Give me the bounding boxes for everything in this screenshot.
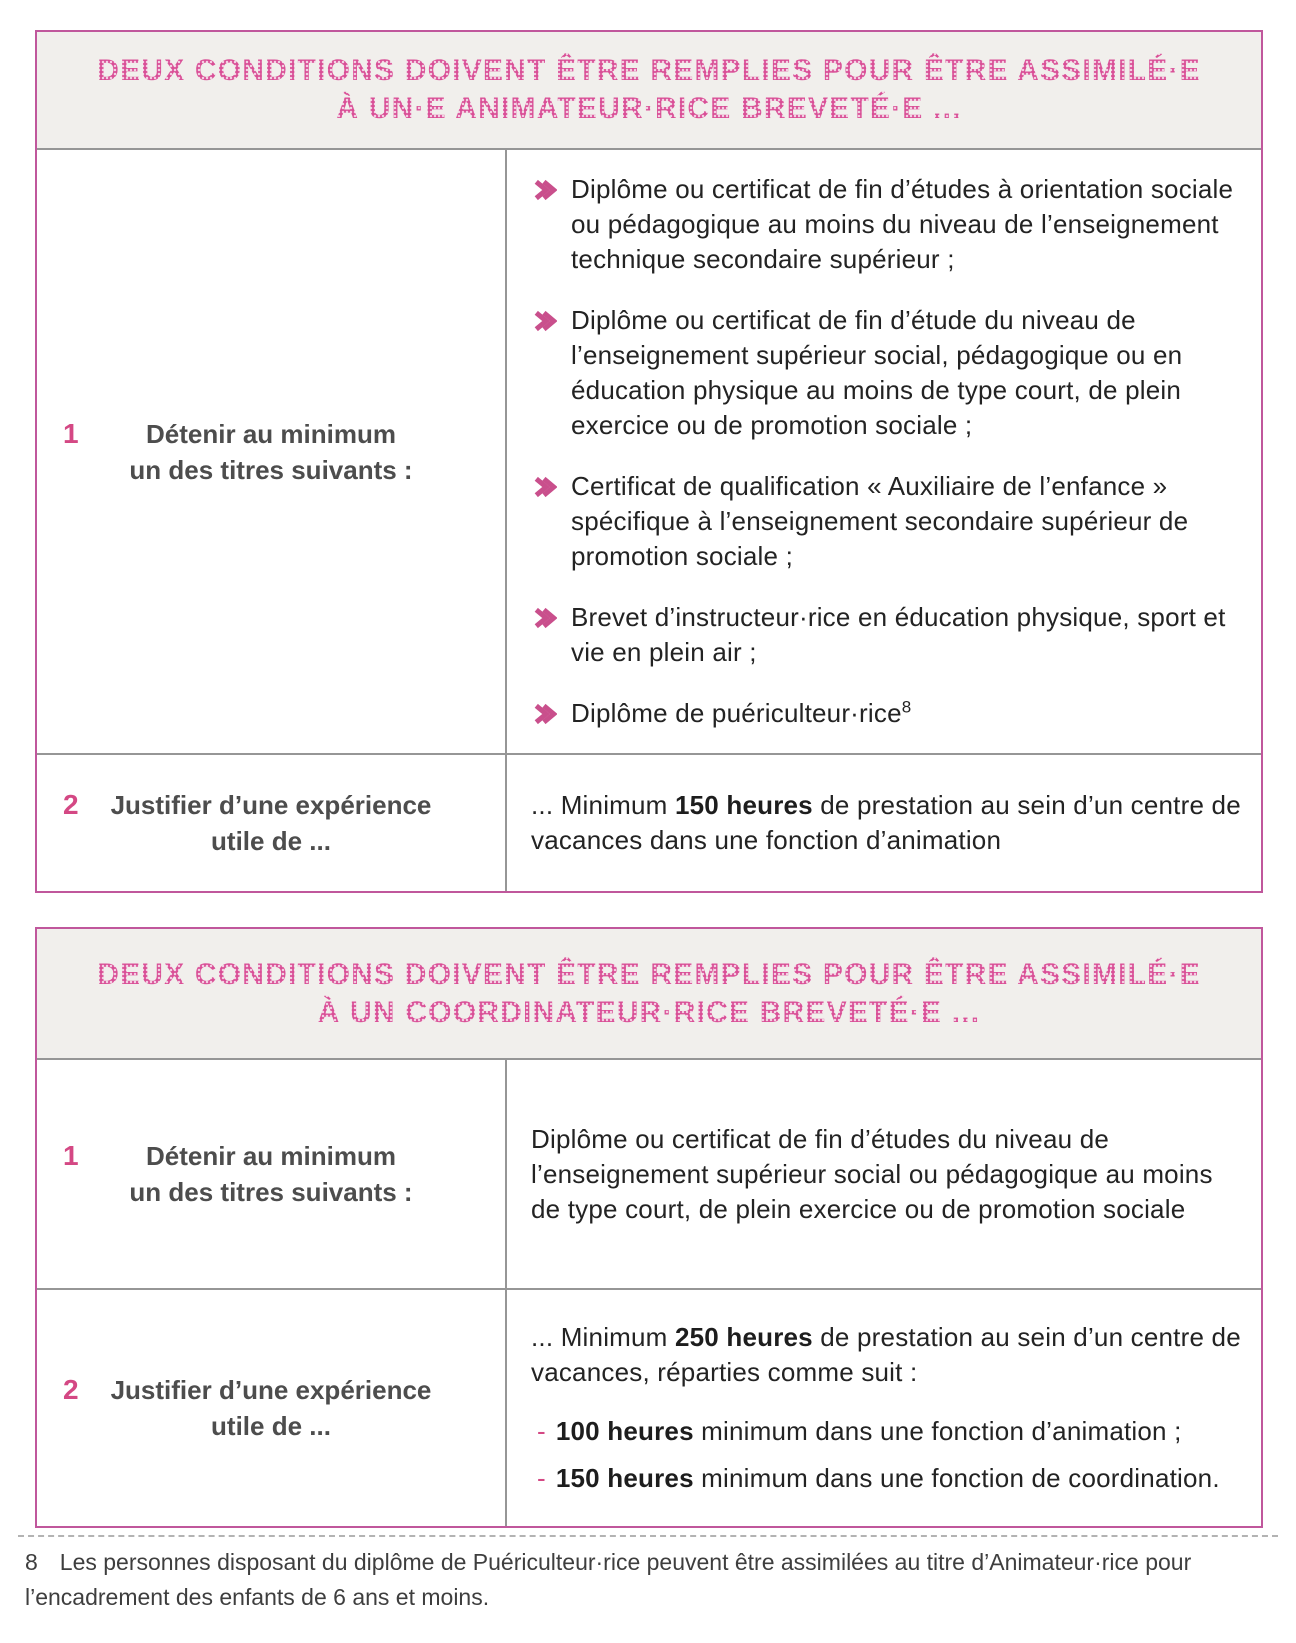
footnote-marker: 8 <box>25 1549 38 1575</box>
credential-text <box>571 696 1243 731</box>
table-coordinateur-card <box>35 927 1263 1528</box>
item-text: minimum dans une fonction d’animation ; <box>693 1416 1182 1446</box>
condition-2-label-line-1: Justifier d’une expérience <box>110 790 432 820</box>
hours-250-bold: 250 heures <box>674 1322 813 1352</box>
dash-bullet-icon: - <box>537 1463 546 1493</box>
condition-2-label-cell <box>37 1290 507 1526</box>
intro-prefix: ... Minimum <box>531 1322 675 1352</box>
condition-2-content-cell <box>507 755 1261 891</box>
list-item <box>531 696 1243 731</box>
table-row <box>37 1288 1261 1526</box>
table-coordinateur-title-line-1: DEUX CONDITIONS DOIVENT ÊTRE REMPLIES POUR ÊTRE ASSIMILÉ·E <box>37 956 1261 994</box>
condition-2-label-line-2: utile de ... <box>211 826 331 856</box>
condition-1-content-cell <box>507 1060 1261 1288</box>
credential-text: Diplôme ou certificat de fin d’étude du niveau de l’enseignement supérieur social, pédagogique ou en éducation physique au moins de type court, de plein exercice ou de promotion sociale ; <box>571 305 1183 440</box>
credential-text: Brevet d’instructeur·rice en éducation physique, sport et vie en plein air ; <box>571 602 1226 667</box>
table-row <box>37 150 1261 753</box>
condition-1-label-line-1: Détenir au minimum <box>146 418 396 449</box>
table-animateur-card <box>35 30 1263 893</box>
table-coordinateur-header <box>37 929 1261 1060</box>
list-item <box>531 172 1243 277</box>
text-prefix: ... Minimum <box>531 790 675 820</box>
hours-100-bold: 100 heures <box>555 1416 694 1446</box>
table-animateur-title-line-1: DEUX CONDITIONS DOIVENT ÊTRE REMPLIES POUR ÊTRE ASSIMILÉ·E <box>37 52 1261 90</box>
credential-text: Diplôme ou certificat de fin d’études à orientation sociale ou pédagogique au moins du niveau de l’enseignement technique secondaire supérieur ; <box>571 174 1234 274</box>
table-animateur-header <box>37 32 1261 150</box>
table-coordinateur-title-line-2: À UN COORDINATEUR·RICE BREVETÉ·E ... <box>37 994 1261 1032</box>
condition-1-label-cell <box>37 1060 507 1288</box>
condition-number: 2 <box>63 1374 79 1405</box>
condition-1-label-cell <box>37 150 507 753</box>
footnote-divider <box>18 1535 1278 1537</box>
credential-text: Certificat de qualification « Auxiliaire de l’enfance » spécifique à l’enseignement secondaire supérieur de promotion sociale ; <box>571 471 1189 571</box>
chevron-bullet-icon <box>533 606 557 630</box>
credential-text: Diplôme ou certificat de fin d’études du niveau de l’enseignement supérieur social ou pédagogique au moins de type court, de plein exercice ou de promotion sociale <box>531 1123 1213 1224</box>
condition-1-label-line-2: un des titres suivants : <box>129 1177 413 1207</box>
condition-1-label-line-1: Détenir au minimum <box>146 1141 396 1171</box>
condition-2-label-line-1: Justifier d’une expérience <box>110 1375 432 1405</box>
table-row <box>37 753 1261 891</box>
list-item <box>531 303 1243 443</box>
list-item <box>531 1461 1243 1496</box>
condition-1-content-cell <box>507 150 1261 753</box>
experience-requirement-intro <box>531 1320 1243 1390</box>
intro-suffix: de prestation au sein d’un centre de vacances, réparties comme suit : <box>531 1322 1241 1387</box>
credential-list <box>531 172 1243 731</box>
condition-number: 1 <box>63 1140 79 1171</box>
condition-1-label-line-2: un des titres suivants : <box>129 454 413 485</box>
condition-1-label <box>37 1138 505 1210</box>
chevron-bullet-icon <box>533 702 557 726</box>
chevron-bullet-icon <box>533 178 557 202</box>
chevron-bullet-icon <box>533 309 557 333</box>
credential-text-main: Diplôme de puériculteur·rice <box>571 698 902 728</box>
experience-requirement-text <box>531 788 1243 858</box>
footnote <box>25 1545 1271 1615</box>
text-suffix: de prestation au sein d’un centre de vacances dans une fonction d’animation <box>531 790 1241 855</box>
dash-bullet-icon: - <box>537 1416 546 1446</box>
condition-2-label-line-2: utile de ... <box>211 1411 331 1441</box>
hours-150-bold: 150 heures <box>674 790 813 820</box>
condition-2-content-cell <box>507 1290 1261 1526</box>
condition-2-label <box>37 787 505 859</box>
condition-1-label <box>37 416 505 488</box>
condition-number: 1 <box>63 417 79 449</box>
list-item <box>531 469 1243 574</box>
table-row <box>37 1060 1261 1288</box>
footnote-text: Les personnes disposant du diplôme de Puériculteur·rice peuvent être assimilées au titre d’Animateur·rice pour l’encadrement des enfants de 6 ans et moins. <box>25 1549 1192 1610</box>
table-animateur-title-line-2: À UN·E ANIMATEUR·RICE BREVETÉ·E ... <box>37 90 1261 128</box>
list-item <box>531 600 1243 670</box>
chevron-bullet-icon <box>533 475 557 499</box>
footnote-ref-8: 8 <box>901 697 912 717</box>
item-text: minimum dans une fonction de coordination. <box>693 1463 1220 1493</box>
hours-breakdown-list <box>531 1414 1243 1496</box>
condition-2-label-cell <box>37 755 507 891</box>
hours-150-bold: 150 heures <box>555 1463 694 1493</box>
condition-2-label <box>37 1372 505 1444</box>
condition-number: 2 <box>63 789 79 820</box>
list-item <box>531 1414 1243 1449</box>
